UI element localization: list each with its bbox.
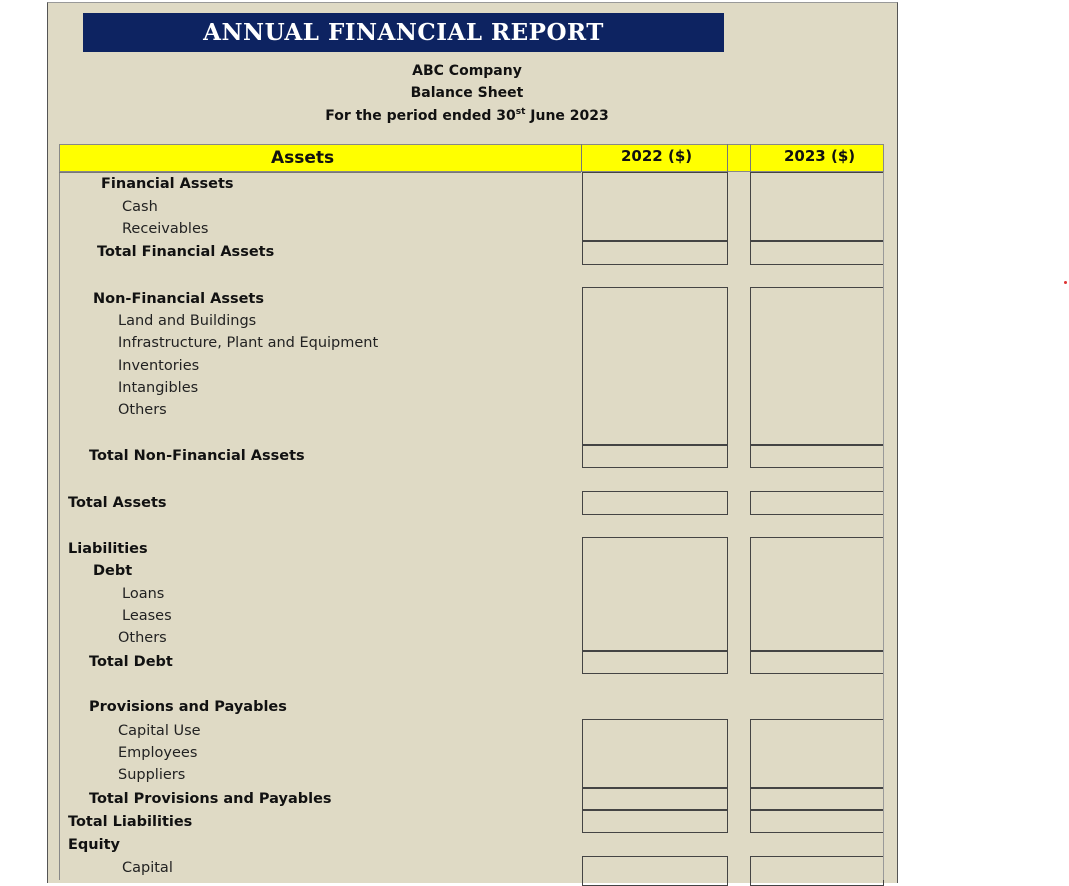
period-suffix: st: [515, 107, 526, 117]
total-box-2023-assets[interactable]: [750, 491, 884, 515]
input-box-2023-nonfinancial[interactable]: [750, 287, 884, 445]
row-capital-use: Capital Use: [118, 723, 201, 739]
row-total-financial-assets: Total Financial Assets: [97, 244, 275, 260]
row-inventories: Inventories: [118, 358, 200, 374]
input-box-2023-debt[interactable]: [750, 537, 884, 651]
total-box-2022-financial[interactable]: [582, 241, 728, 265]
total-box-2022-assets[interactable]: [582, 491, 728, 515]
row-total-assets: Total Assets: [68, 495, 167, 511]
input-box-2023-provisions[interactable]: [750, 719, 884, 788]
section-header-assets: Assets: [271, 148, 335, 168]
total-box-2023-provisions[interactable]: [750, 788, 884, 810]
row-total-non-financial-assets: Total Non-Financial Assets: [89, 448, 305, 464]
row-total-debt: Total Debt: [89, 654, 173, 670]
row-loans: Loans: [122, 586, 165, 602]
input-box-2022-financial[interactable]: [582, 172, 728, 241]
column-header-2023: 2023 ($): [784, 147, 856, 165]
column-header-band: [59, 144, 884, 172]
row-others-debt: Others: [118, 630, 167, 646]
row-receivables: Receivables: [122, 221, 209, 237]
stray-red-dot: [1064, 281, 1067, 284]
row-non-financial-assets: Non-Financial Assets: [93, 291, 264, 307]
header-underline: [59, 172, 581, 173]
input-box-2022-provisions[interactable]: [582, 719, 728, 788]
total-box-2022-debt[interactable]: [582, 651, 728, 674]
input-box-2022-nonfinancial[interactable]: [582, 287, 728, 445]
total-box-2022-provisions[interactable]: [582, 788, 728, 810]
total-box-2022-nonfinancial[interactable]: [582, 445, 728, 468]
statement-name: Balance Sheet: [410, 85, 524, 101]
row-suppliers: Suppliers: [118, 767, 186, 783]
row-total-provisions-payables: Total Provisions and Payables: [89, 791, 332, 807]
row-liabilities: Liabilities: [68, 541, 148, 557]
total-box-2023-financial[interactable]: [750, 241, 884, 265]
header-divider: [727, 144, 728, 172]
period-rest: June 2023: [525, 108, 609, 124]
row-provisions-payables: Provisions and Payables: [89, 699, 287, 715]
right-column-border: [883, 172, 884, 880]
row-financial-assets: Financial Assets: [101, 176, 234, 192]
input-box-2022-equity[interactable]: [582, 856, 728, 886]
period-prefix: For the period ended 30: [325, 108, 516, 124]
row-infrastructure: Infrastructure, Plant and Equipment: [118, 335, 379, 351]
row-intangibles: Intangibles: [118, 380, 199, 396]
total-box-2023-debt[interactable]: [750, 651, 884, 674]
row-others-assets: Others: [118, 402, 167, 418]
row-employees: Employees: [118, 745, 198, 761]
input-box-2023-equity[interactable]: [750, 856, 884, 886]
header-divider: [581, 144, 582, 172]
left-border: [59, 172, 60, 880]
row-cash: Cash: [122, 199, 158, 215]
row-equity: Equity: [68, 837, 120, 853]
report-title: ANNUAL FINANCIAL REPORT: [83, 13, 724, 52]
total-box-2022-liabilities[interactable]: [582, 810, 728, 833]
company-name: ABC Company: [412, 63, 522, 79]
total-box-2023-nonfinancial[interactable]: [750, 445, 884, 468]
row-land-buildings: Land and Buildings: [118, 313, 257, 329]
total-box-2023-liabilities[interactable]: [750, 810, 884, 833]
input-box-2023-financial[interactable]: [750, 172, 884, 241]
input-box-2022-debt[interactable]: [582, 537, 728, 651]
period-line: [300, 107, 634, 124]
column-header-2022: 2022 ($): [621, 147, 693, 165]
row-debt: Debt: [93, 563, 133, 579]
row-leases: Leases: [122, 608, 172, 624]
header-divider: [750, 144, 751, 172]
row-total-liabilities: Total Liabilities: [68, 814, 193, 830]
row-capital: Capital: [122, 860, 173, 876]
